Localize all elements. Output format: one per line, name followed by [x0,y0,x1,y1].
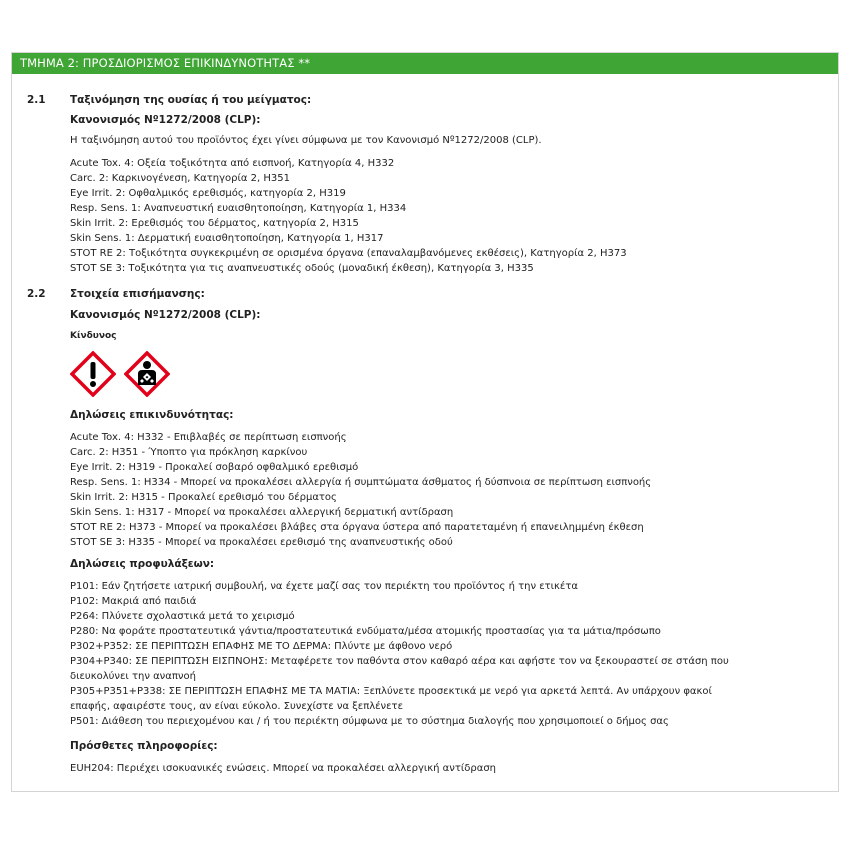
hazard-statement: Carc. 2: H351 - Ύποπτο για πρόκληση καρκίνου [70,447,308,458]
section-header: ΤΜΗΜΑ 2: ΠΡΟΣΔΙΟΡΙΣΜΟΣ ΕΠΙΚΙΝΔΥΝΟΤΗΤΑΣ ** [12,53,838,74]
precaution-statement: P264: Πλύνετε σχολαστικά μετά το χειρισμό [70,611,295,622]
hazard-statement: Skin Irrit. 2: H315 - Προκαλεί ερεθισμό του δέρματος [70,492,337,503]
section-2-1-title: Ταξινόμηση της ουσίας ή του μείγματος: [70,94,312,106]
precaution-statement: P101: Εάν ζητήσετε ιατρική συμβουλή, να έχετε μαζί σας τον περιέκτη του προϊόντος ή την ετικέτα [70,581,578,592]
classification-line: Skin Irrit. 2: Ερεθισμός του δέρματος, κατηγορία 2, H315 [70,218,359,229]
section-2-1-regulation: Κανονισμός Nº1272/2008 (CLP): [70,114,261,126]
precaution-statement: P280: Να φοράτε προστατευτικά γάντια/προστατευτικά ενδύματα/μέσα ατομικής προστασίας για τα μάτια/πρόσωπο [70,626,661,637]
hazard-statement: Skin Sens. 1: H317 - Μπορεί να προκαλέσει αλλεργική δερματική αντίδραση [70,507,454,518]
hazard-statement: Acute Tox. 4: H332 - Επιβλαβές σε περίπτωση εισπνοής [70,432,347,443]
section-2-2-regulation: Κανονισμός Nº1272/2008 (CLP): [70,309,261,321]
classification-line: Carc. 2: Καρκινογένεση, Κατηγορία 2, H351 [70,173,290,184]
classification-line: STOT RE 2: Τοξικότητα συγκεκριμένη σε ορισμένα όργανα (επαναλαμβανόμενες εκθέσεις), Κατηγορία 2, H373 [70,248,627,259]
classification-intro: Η ταξινόμηση αυτού του προϊόντος έχει γίνει σύμφωνα με τον Κανονισμό Nº1272/2008 (CLP). [70,135,542,146]
section-2-2-title: Στοιχεία επισήμανσης: [70,288,205,300]
signal-word: Κίνδυνος [70,331,117,341]
section-2-2-number: 2.2 [27,288,46,300]
hazard-statement: Eye Irrit. 2: H319 - Προκαλεί σοβαρό οφθαλμικό ερεθισμό [70,462,359,473]
precaution-statement: P304+P340: ΣΕ ΠΕΡΙΠΤΩΣΗ ΕΙΣΠΝΟΗΣ: Μεταφέρετε τον παθόντα στον καθαρό αέρα και αφήστε τον να ξεκουραστεί σε στάση που [70,656,729,667]
precaution-statement: P102: Μακριά από παιδιά [70,596,197,607]
precaution-statement: P501: Διάθεση του περιεχομένου και / ή του περιέκτη σύμφωνα με το σύστημα διαλογής που χρησιμοποιεί ο δήμος σας [70,716,669,727]
precaution-statement: P302+P352: ΣΕ ΠΕΡΙΠΤΩΣΗ ΕΠΑΦΗΣ ΜΕ ΤΟ ΔΕΡΜΑ: Πλύντε με άφθονο νερό [70,641,453,652]
hazard-statement: Resp. Sens. 1: H334 - Μπορεί να προκαλέσει αλλεργία ή συμπτώματα άσθματος ή δύσπνοια σε περίπτωση εισπνοής [70,477,652,488]
health-hazard-icon [124,351,170,397]
precaution-statements-title: Δηλώσεις προφυλάξεων: [70,558,215,570]
classification-line: Eye Irrit. 2: Οφθαλμικός ερεθισμός, κατηγορία 2, H319 [70,188,346,199]
exclamation-icon [70,351,116,397]
precaution-statement: P305+P351+P338: ΣΕ ΠΕΡΙΠΤΩΣΗ ΕΠΑΦΗΣ ΜΕ ΤΑ ΜΑΤΙΑ: Ξεπλύνετε προσεκτικά με νερό για αρκετά λεπτά. Αν υπάρχουν φακοί [70,686,712,697]
classification-line: Resp. Sens. 1: Αναπνευστική ευαισθητοποίηση, Κατηγορία 1, H334 [70,203,407,214]
classification-line: STOT SE 3: Τοξικότητα για τις αναπνευστικές οδούς (μοναδική έκθεση), Κατηγορία 3, H335 [70,263,534,274]
classification-line: Acute Tox. 4: Οξεία τοξικότητα από εισπνοή, Κατηγορία 4, H332 [70,158,395,169]
section-2-1-number: 2.1 [27,94,46,106]
hazard-statement: STOT RE 2: H373 - Μπορεί να προκαλέσει βλάβες στα όργανα ύστερα από παρατεταμένη ή επανειλημμένη έκθεση [70,522,644,533]
precaution-statement: διευκολύνει την αναπνοή [70,671,196,682]
additional-info-text: EUH204: Περιέχει ισοκυανικές ενώσεις. Μπορεί να προκαλέσει αλλεργική αντίδραση [70,763,496,774]
hazard-statement: STOT SE 3: H335 - Μπορεί να προκαλέσει ερεθισμό της αναπνευστικής οδού [70,537,453,548]
hazard-statements-title: Δηλώσεις επικινδυνότητας: [70,409,234,421]
precaution-statement: επαφής, αφαιρέστε τους, αν είναι εύκολο. Συνεχίστε να ξεπλένετε [70,701,403,712]
additional-info-title: Πρόσθετες πληροφορίες: [70,740,218,752]
classification-line: Skin Sens. 1: Δερματική ευαισθητοποίηση, Κατηγορία 1, H317 [70,233,384,244]
